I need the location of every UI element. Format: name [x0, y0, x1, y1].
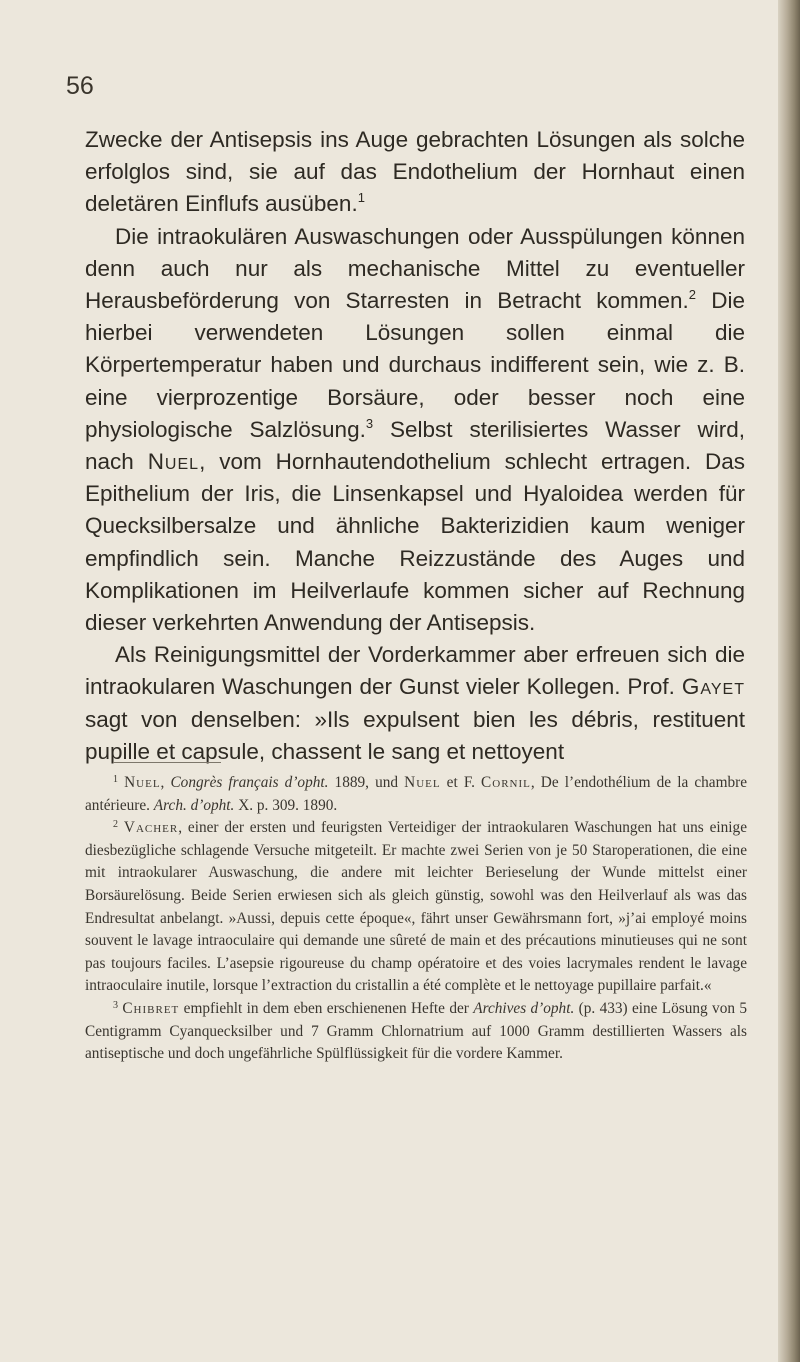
footnote-2: [85, 817, 747, 998]
author-name-nuel: Nuel: [147, 449, 200, 475]
paragraph-2-text-b: Die hierbei verwendeten Lösungen sollen einmal die Körpertemperatur haben und durchaus indifferent sein, wie z. B. eine vierprozentige Borsäure, oder besser noch eine physiologische Salzlösung.: [85, 288, 745, 442]
footnote-3-author: Chibret: [122, 999, 180, 1017]
footnote-ref-3: 3: [365, 415, 374, 431]
footnote-1-text-c: et F.: [440, 774, 482, 791]
footnote-1-author-3: Cornil: [481, 774, 531, 791]
page-number: 56: [66, 72, 94, 100]
footnote-1-mark: 1: [113, 774, 118, 785]
footnote-2-author: Vacher: [123, 819, 179, 837]
footnote-3-title: Archives d’opht.: [473, 999, 575, 1017]
footnote-3-text-a: empfiehlt in dem eben erschienenen Hefte der: [179, 999, 474, 1017]
page-edge-shadow: [778, 0, 800, 1362]
footnote-3-text-b: (p. 433) eine Lösung von 5 Centigramm Cyanquecksilber und 7 Gramm Chlornatrium auf 1000 Gramm destillierten Wassers als antiseptische und doch ungefährliche Spülflüssigkeit für die vordere Kammer.: [85, 999, 747, 1063]
footnote-1-author: Nuel: [124, 774, 161, 791]
footnote-1: [85, 772, 747, 817]
footnote-3-mark: 3: [113, 999, 118, 1011]
paragraph-2-text-d: , vom Hornhautendothelium schlecht ertragen. Das Epithelium der Iris, die Linsenkapsel und Hyaloidea werden für Quecksilbersalze und ähnliche Bakterizidien kaum weniger empfindlich sein. Manche Reizzustände des Auges und Komplikationen im Heilverlaufe kommen sicher auf Rechnung dieser verkehrten Anwendung der Antisepsis.: [85, 449, 745, 636]
paragraph-2-text-a: Die intraokulären Auswaschungen oder Ausspülungen können denn auch nur als mechanische Mittel zu eventueller Herausbeförderung von Starresten in Betracht kommen.: [85, 223, 745, 314]
footnote-1-title-2: Arch. d’opht.: [153, 796, 235, 814]
footnote-1-author-2: Nuel: [404, 774, 441, 791]
footnote-ref-2: 2: [688, 287, 697, 303]
footnote-1-text-e: X. p. 309. 1890.: [234, 796, 338, 814]
footnotes: [85, 772, 747, 1066]
footnote-2-text: , einer der ersten und feurigsten Verteidiger der intraokularen Waschungen hat uns einige diesbezügliche schlagende Versuche mitgeteilt. Er machte zwei Serien von je 50 Staroperationen, die eine mit intraokularer Auswaschung, die andere mit leichter Berieselung der Wunde mittelst einer Borsäurelösung. Beide Serien erwiesen sich als gleich günstig, sowohl was den Heilverlauf als was das Endresultat anbelangt. »Aussi, depuis cette époque«, fährt unser Gewährsmann fort, »j’ai employé moins souvent le lavage intraoculaire qui demande une sûreté de main et des précautions minutieuses qui ne sont pas toujours faciles. L’asepsie rigoureuse du champ opératoire et des voies lacrymales rendent le lavage intraoculaire inutile, lorsque l’extraction du cristallin a été complète et le nettoyage pupillaire parfait.«: [85, 819, 747, 995]
footnote-1-text-d: , De l’endothélium de la chambre antérieure.: [85, 774, 747, 814]
author-name-gayet: Gayet: [681, 674, 745, 700]
footnote-1-title-1: Congrès français d’opht.: [170, 774, 329, 791]
paragraph-1-text: Zwecke der Antisepsis ins Auge gebrachten Lösungen als solche erfolglos sind, sie auf das Endothelium der Hornhaut einen deletären Einflufs ausüben.: [85, 127, 745, 217]
footnote-separator: [113, 762, 221, 763]
paragraph-2: [85, 221, 745, 640]
paragraph-3-text-a: Als Reinigungsmittel der Vorderkammer aber erfreuen sich die intraokularen Waschungen der Gunst vieler Kollegen. Prof.: [85, 642, 745, 700]
paragraph-3-text-b: sagt von denselben: »Ils expulsent bien les débris, restituent pupille et capsule, chassent le sang et nettoyent: [85, 706, 745, 764]
footnote-1-text-b: 1889, und: [328, 774, 405, 791]
footnote-ref-1: 1: [357, 190, 365, 206]
footnote-2-mark: 2: [113, 819, 118, 831]
paragraph-1: [85, 124, 745, 221]
paragraph-2-text-c: Selbst sterilisiertes Wasser wird, nach: [85, 416, 745, 475]
main-text: [85, 124, 745, 768]
footnote-1-text-a: ,: [160, 774, 171, 791]
footnote-3: [85, 998, 747, 1066]
paragraph-3: [85, 639, 745, 768]
